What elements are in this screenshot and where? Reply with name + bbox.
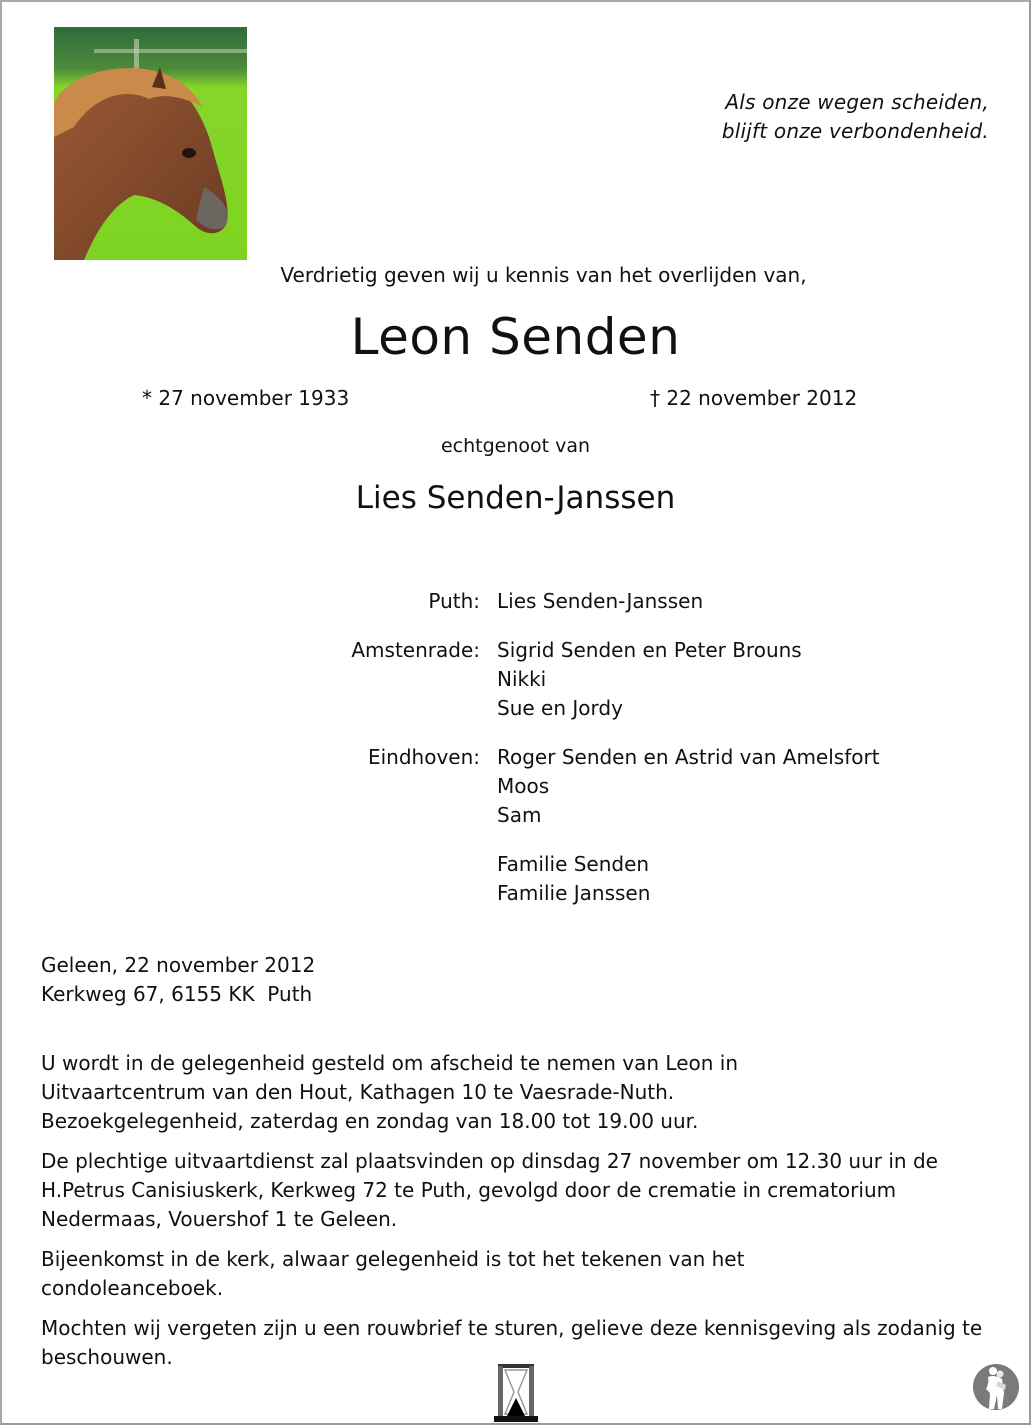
family-place [0, 850, 497, 908]
embracing-figures-logo [972, 1363, 1020, 1411]
spouse-name: Lies Senden-Janssen [355, 480, 676, 516]
intro-text: Verdrietig geven wij u kennis van het overlijden van, [280, 263, 807, 287]
family-member: Lies Senden-Janssen [497, 589, 704, 613]
pony-photo [54, 27, 247, 260]
place-date: Geleen, 22 november 2012 [41, 953, 316, 977]
family-names [497, 850, 1031, 908]
family-names [497, 743, 1031, 830]
gathering-paragraph: Bijeenkomst in de kerk, alwaar gelegenheid is tot het tekenen van het condoleanceboek. [41, 1247, 745, 1300]
family-group-amstenrade [0, 636, 1031, 723]
family-member: Roger Senden en Astrid van Amelsfort [497, 745, 880, 769]
family-member: Sam [497, 803, 542, 827]
family-list [0, 587, 1031, 928]
family-member: Familie Janssen [497, 881, 651, 905]
death-date: † 22 november 2012 [650, 386, 858, 410]
family-group-eindhoven [0, 743, 1031, 830]
hourglass-icon [494, 1364, 538, 1422]
motto-line-1: Als onze wegen scheiden, [725, 90, 989, 114]
family-group-extended [0, 850, 1031, 908]
family-names [497, 587, 1031, 616]
family-member: Sue en Jordy [497, 696, 623, 720]
family-member: Sigrid Senden en Peter Brouns [497, 638, 802, 662]
family-place: Amstenrade: [351, 638, 480, 662]
family-group-puth [0, 587, 1031, 616]
notice-paragraph: Mochten wij vergeten zijn u een rouwbrief te sturen, gelieve deze kennisgeving als zodanig te beschouwen. [41, 1316, 983, 1369]
home-address: Kerkweg 67, 6155 KK Puth [41, 982, 313, 1006]
closing-section [41, 951, 991, 1383]
spouse-label: echtgenoot van [440, 435, 591, 457]
funeral-service-paragraph: De plechtige uitvaartdienst zal plaatsvinden op dinsdag 27 november om 12.30 uur in de H.Petrus Canisiuskerk, Kerkweg 72 te Puth, gevolgd door de crematie in crematorium Nedermaas, Vouershof 1 te Geleen. [41, 1149, 938, 1231]
place-and-address [41, 951, 991, 1009]
farewell-paragraph: U wordt in de gelegenheid gesteld om afscheid te nemen van Leon in Uitvaartcentrum van den Hout, Kathagen 10 te Vaesrade-Nuth. Bezoekgelegenheid, zaterdag en zondag van 18.00 tot 19.00 uur. [41, 1051, 739, 1133]
deceased-name: Leon Senden [350, 308, 681, 366]
birth-date: * 27 november 1933 [142, 386, 350, 410]
pony-image [54, 27, 247, 260]
family-member: Familie Senden [497, 852, 650, 876]
family-place: Puth: [428, 589, 480, 613]
motto [722, 88, 989, 146]
motto-line-2: blijft onze verbondenheid. [721, 119, 989, 143]
family-place: Eindhoven: [367, 745, 480, 769]
family-member: Moos [497, 774, 550, 798]
family-member: Nikki [497, 667, 547, 691]
family-names [497, 636, 1031, 723]
